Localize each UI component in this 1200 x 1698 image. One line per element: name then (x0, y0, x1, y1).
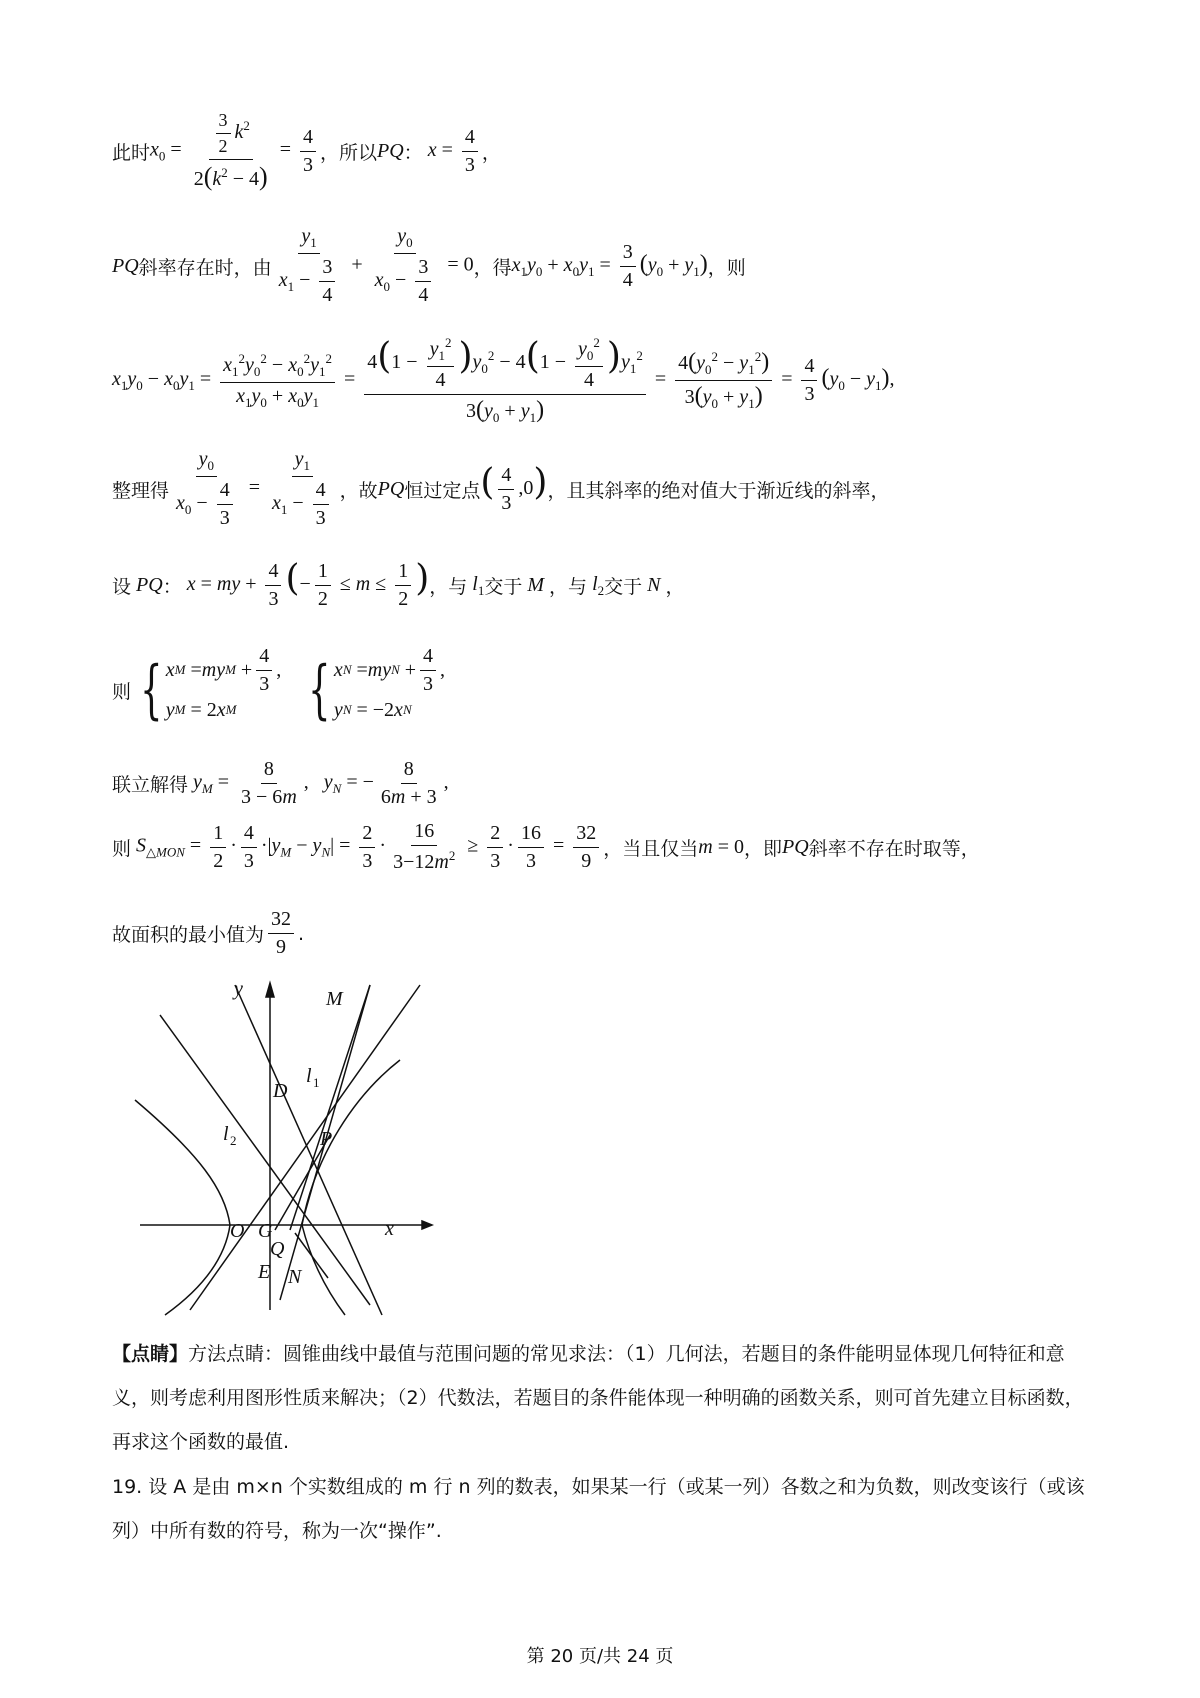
dianjing-label: 【点睛】 (112, 1343, 189, 1365)
line-area: 则 $S_{\triangle MON}$ = $\frac{1}{2}$ · $\frac{4}{3}$ $\cdot|y_M - y_N|$ = $\frac{2}{3}$ · $\frac{16}{3-12m^2}$ ≥ $\frac{2}{3}$ · $\frac{16}{3}$ = $\frac{32}{9}$ ，当且仅当 m = 0 ，即 PQ 斜率不存在时取等， (112, 820, 980, 873)
system-N: x N = my N + $\frac{4}{3}$ , y N = −2 x N (333, 644, 446, 721)
formula-area: $S_{\triangle MON}$ = $\frac{1}{2}$ · $\frac{4}{3}$ $\cdot|y_M - y_N|$ = $\frac{2}{3}$ · $\frac{16}{3-12m^2}$ ≥ $\frac{2}{3}$ · $\frac{16}{3}$ = $\frac{32}{9}$ (131, 820, 603, 874)
label-N: N (288, 1266, 302, 1288)
label-x: x (385, 1218, 394, 1240)
line-x0-result: 此时 $x_0$ = $\frac{3}{2}$ $k^2$ $2(k^2 - 4)$ = $\frac{4}{3}$ ，所以 PQ ： x = $\frac{4}{3}$ ， (112, 110, 501, 191)
system-M: x M = my M + $\frac{4}{3}$ , y M = 2 x M (165, 644, 282, 721)
dianjing-paragraph (112, 1332, 1102, 1464)
line-set-PQ: 设 PQ ： x = my + $\frac{4}{3}$ (− $\frac{1}{2}$ ≤ m ≤ $\frac{1}{2}$ ) ，与 $l_1$ 交于 M ，与 $l_2$ 交于 N ， (112, 558, 685, 610)
line-slope-exists: PQ 斜率存在时，由 $y_1$ $x_1$ − $\frac{3}{4}$ + $y_0$ $x_0$ − $\frac{3}{4}$ = 0 ，得 $x_1y_0 + x_0y_1$ = $\frac{3}{4}$ $(y_0 + y_1)$ ，则 (112, 225, 746, 306)
formula-x0: $x_0$ = $\frac{3}{2}$ $k^2$ $2(k^2 - 4)$ = $\frac{4}{3}$ (150, 110, 320, 192)
formula-yM-yN: $y_M$ = $\frac{8}{3 - 6m}$ , $y_N$ = − $\frac{8}{6m + 3}$ , (193, 758, 449, 808)
formula-cross: $x_1y_0 + x_0y_1$ = $\frac{3}{4}$ $(y_0 + y_1)$ (511, 240, 708, 291)
hyperbola-right-branch (302, 1060, 400, 1315)
label-D: D (273, 1080, 288, 1102)
problem-19 (112, 1465, 1102, 1553)
page-footer: 第 20 页/共 24 页 (526, 1646, 674, 1667)
hyperbola-figure (130, 975, 450, 1320)
label-P: P (320, 1128, 333, 1150)
line-min-area: 故面积的最小值为 $\frac{32}{9}$ . (112, 908, 305, 958)
label-l1: l (306, 1065, 312, 1087)
problem-19-text: 19. 设 A 是由 m×n 个实数组成的 m 行 n 列的数表，如果某一行（或某一列）各数之和为负数，则改变该行（或该列）中所有数的符号，称为一次“操作”. (112, 1476, 1085, 1542)
line-systems: 则 { x M = my M + $\frac{4}{3}$ , y M = 2 x M { x N = my N + $\frac{4}{3}$ , y N = −2 x N (112, 650, 445, 730)
label-G: G (258, 1220, 273, 1242)
label-Q: Q (270, 1238, 285, 1260)
svg-text:1: 1 (313, 1075, 320, 1090)
text-cishi: 此时 (112, 141, 151, 164)
label-l2: l (223, 1123, 229, 1145)
svg-text:2: 2 (230, 1133, 237, 1148)
formula-derivation: $x_1y_0 - x_0y_1$ = $\frac{x_1^2y_0^2 - x_0^2y_1^2}{x_1y_0 + x_0y_1}$ = 4(1 − $\frac{y_1^2}{4}$ )$y_0^2 - 4(1$ − $\frac{y_0^2}{4}$ )$y_1^2$ $3(y_0 + y_1)$ = $\frac{4(y_0^2 - y_1^2)}{3(y_0 + y_1)}$ = $\frac{4}{3}$ $(y_0 - y_1)$, (112, 335, 895, 425)
x-axis-arrow-icon (422, 1221, 432, 1229)
label-E: E (258, 1261, 271, 1283)
formula-slope-sum: $y_1$ $x_1$ − $\frac{3}{4}$ + $y_0$ $x_0$ − $\frac{3}{4}$ = 0 (278, 225, 474, 306)
asymptote-l1 (190, 985, 420, 1310)
formula-fixed-point: $y_0$ $x_0$ − $\frac{4}{3}$ = $y_1$ $x_1$ − $\frac{4}{3}$ (169, 448, 340, 530)
label-y: y (234, 978, 243, 1000)
line-solve: 联立解得 $y_M$ = $\frac{8}{3 - 6m}$ , $y_N$ = − $\frac{8}{6m + 3}$ , (112, 758, 449, 808)
line-fixed-point: 整理得 $y_0$ $x_0$ − $\frac{4}{3}$ = $y_1$ $x_1$ − $\frac{4}{3}$ ，故 PQ 恒过定点 ( $\frac{4}{3}$ ,0) ，且其斜率的绝对值大于渐近线的斜率， (112, 448, 890, 529)
formula-point: ( $\frac{4}{3}$ ,0) (480, 461, 548, 514)
dianjing-text: 方法点睛：圆锥曲线中最值与范围问题的常见求法：（1）几何法，若题目的条件能明显体现几何特征和意义，则考虑利用图形性质来解决；（2）代数法，若题目的条件能体现一种明确的函数关系，则可首先建立目标函数，再求这个函数的最值. (112, 1343, 1084, 1453)
line-derivation (112, 335, 895, 426)
y-axis-arrow-icon (266, 983, 274, 997)
formula-x-eq: x = $\frac{4}{3}$ (423, 126, 482, 177)
label-M: M (326, 988, 343, 1010)
label-O: O (230, 1220, 245, 1242)
line-MG (290, 985, 370, 1230)
formula-line-PQ: x = my + $\frac{4}{3}$ (− $\frac{1}{2}$ ≤ m ≤ $\frac{1}{2}$ ) (186, 558, 430, 610)
label-PQ: PQ (377, 139, 404, 162)
hyperbola-left-branch (135, 1100, 230, 1315)
